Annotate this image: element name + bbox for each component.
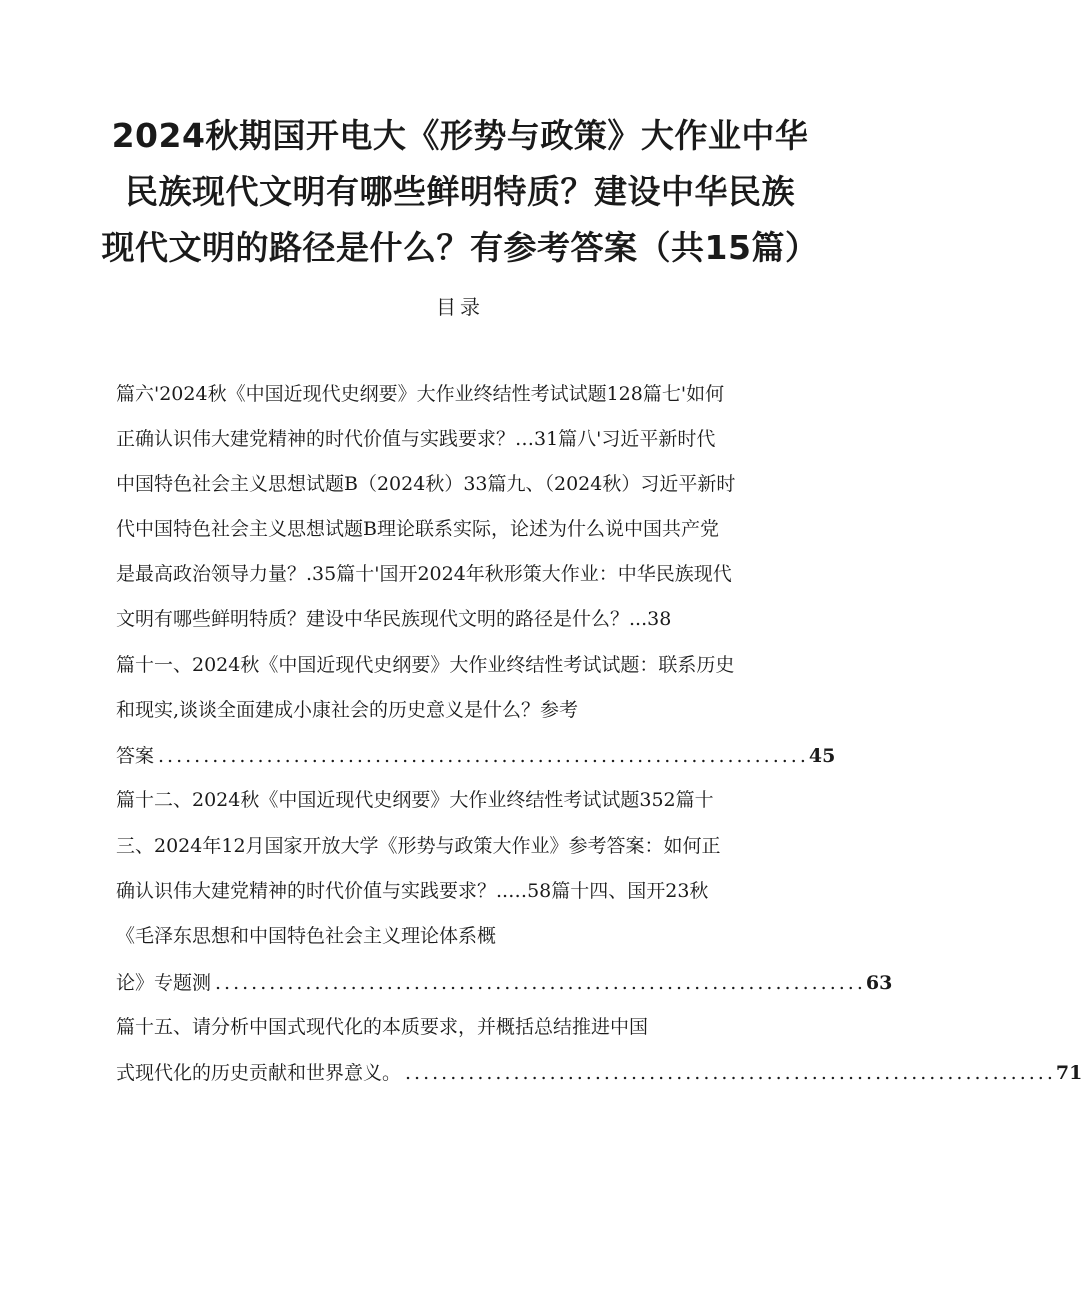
toc-entry-answers[interactable]	[116, 742, 836, 770]
title-line-3: 现代文明的路径是什么？有参考答案（共15篇）	[101, 228, 819, 267]
toc-line[interactable]: 和现实,谈谈全面建成小康社会的历史意义是什么？参考	[116, 699, 579, 721]
toc-line[interactable]: 确认识伟大建党精神的时代价值与实践要求？..…58篇十四、国开23秋	[116, 880, 709, 902]
title-line-2: 民族现代文明有哪些鲜明特质？建设中华民族	[125, 172, 795, 211]
toc-leader-dots: ........................................................................	[215, 972, 866, 994]
toc-leader-dots: ........................................................................	[158, 745, 809, 767]
toc-line[interactable]: 篇十一、2024秋《中国近现代史纲要》大作业终结性考试试题：联系历史	[116, 654, 735, 676]
toc-line[interactable]: 篇六'2024秋《中国近现代史纲要》大作业终结性考试试题128篇七'如何	[116, 383, 725, 405]
toc-leader-dots: ........................................................................	[405, 1062, 1056, 1084]
toc-entry-theory-test[interactable]	[116, 969, 893, 997]
title-line-1: 2024秋期国开电大《形势与政策》大作业中华	[111, 116, 809, 155]
toc-heading: 目录	[436, 295, 484, 319]
toc-entry-modernization[interactable]	[116, 1059, 1082, 1087]
toc-entry-label: 答案	[116, 745, 155, 767]
toc-line[interactable]: 中国特色社会主义思想试题B（2024秋）33篇九、（2024秋）习近平新时	[116, 473, 736, 495]
toc-line[interactable]: 《毛泽东思想和中国特色社会主义理论体系概	[116, 925, 497, 947]
toc-line[interactable]: 是最高政治领导力量？.35篇十'国开2024年秋形策大作业：中华民族现代	[116, 563, 732, 585]
toc-page-number: 63	[865, 972, 893, 994]
toc-line[interactable]: 三、2024年12月国家开放大学《形势与政策大作业》参考答案：如何正	[116, 835, 721, 857]
document-title	[60, 108, 860, 276]
toc-line[interactable]: 正确认识伟大建党精神的时代价值与实践要求？…31篇八'习近平新时代	[116, 428, 716, 450]
toc-line[interactable]: 文明有哪些鲜明特质？建设中华民族现代文明的路径是什么？...38	[116, 608, 672, 630]
toc-line[interactable]: 篇十五、请分析中国式现代化的本质要求，并概括总结推进中国	[116, 1016, 649, 1038]
toc-page-number: 45	[808, 745, 836, 767]
toc-entry-label: 论》专题测	[116, 972, 212, 994]
toc-line[interactable]: 代中国特色社会主义思想试题B理论联系实际，论述为什么说中国共产党	[116, 518, 719, 540]
toc-line[interactable]: 篇十二、2024秋《中国近现代史纲要》大作业终结性考试试题352篇十	[116, 789, 714, 811]
toc-page-number: 71	[1055, 1062, 1082, 1084]
toc-entry-label: 式现代化的历史贡献和世界意义。	[116, 1062, 402, 1084]
